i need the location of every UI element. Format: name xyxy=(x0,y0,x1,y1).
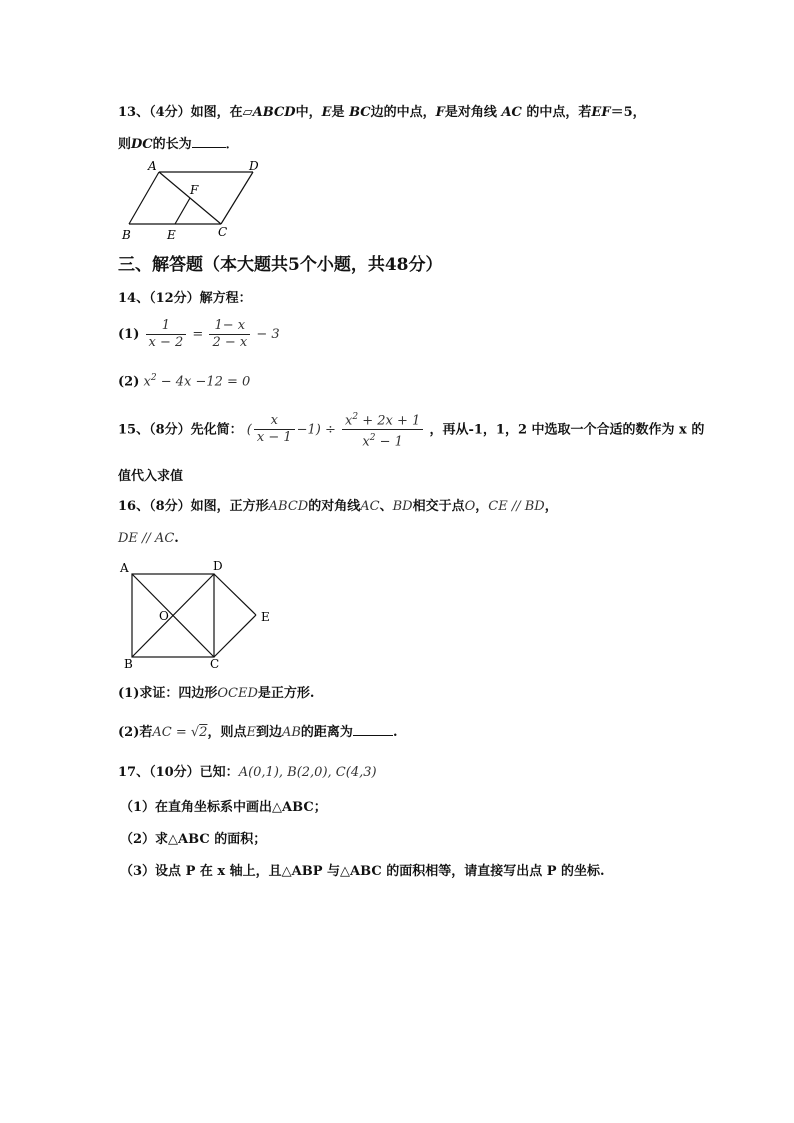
exponent: 2 xyxy=(150,373,157,383)
q16-text: 是正方形. xyxy=(257,686,315,701)
math-text: − 1 xyxy=(375,434,403,450)
square-figure xyxy=(115,558,285,676)
q13-text: 中， xyxy=(295,105,322,120)
q15-line1 xyxy=(118,409,704,451)
q13-text: ＝5， xyxy=(610,105,646,120)
fraction xyxy=(254,413,295,446)
q15-head: 15、（8分）先化简： xyxy=(118,422,243,438)
fraction xyxy=(342,409,423,451)
q16-text: 、 xyxy=(379,499,393,514)
math-text: x xyxy=(362,434,370,450)
q17-item1: （1）在直角坐标系中画出△ABC； xyxy=(120,800,327,815)
math-text: E xyxy=(246,725,256,740)
fraction xyxy=(209,318,250,351)
edge-cd xyxy=(221,172,253,224)
math-text: + 2x + 1 xyxy=(358,413,421,429)
label-C: C xyxy=(210,657,220,671)
q16-text: 相交于点 xyxy=(412,499,465,514)
sqrt-symbol: √2 xyxy=(190,725,208,740)
math-text: x xyxy=(345,413,353,429)
q17-head xyxy=(118,763,377,783)
q13-text: 的中点，若 xyxy=(526,105,592,120)
q16-line1 xyxy=(118,497,558,517)
q14-head: 14、（12分）解方程： xyxy=(118,291,252,306)
q16-part1 xyxy=(118,684,314,704)
label-B: B xyxy=(124,657,133,671)
label-E: E xyxy=(261,610,270,624)
math-text: O xyxy=(464,499,476,514)
exponent: 2 xyxy=(369,433,376,444)
q16-text: 到边 xyxy=(255,725,282,740)
math-text: OCED xyxy=(217,686,258,701)
equals-sign: = xyxy=(192,327,204,342)
parallelogram-figure xyxy=(115,157,275,245)
q16-text: . xyxy=(392,725,398,740)
math-text: CE // BD xyxy=(488,499,545,514)
math-text: − 4x −12 = 0 xyxy=(156,374,251,390)
q13-dc: DC xyxy=(131,137,153,152)
math-text: ( xyxy=(246,422,252,438)
q14-p1-label: (1) xyxy=(118,327,140,342)
label-A: A xyxy=(120,561,129,575)
q13-abcd: ABCD xyxy=(252,105,296,120)
math-text: AC = xyxy=(152,725,191,740)
q13-text: 13、（4分）如图，在 xyxy=(118,105,243,120)
math-text: DE // AC xyxy=(118,531,175,546)
q13-text: 则 xyxy=(118,137,132,152)
q16-text: ，则点 xyxy=(207,725,247,740)
section-title: 三、解答题（本大题共5个小题，共48分） xyxy=(118,255,443,275)
fraction-num xyxy=(342,409,423,430)
label-D: D xyxy=(213,559,223,573)
math-text: A(0,1), B(2,0), C(4,3) xyxy=(238,765,377,780)
q17-item3: （3）设点 P 在 x 轴上，且△ABP 与△ABC 的面积相等，请直接写出点 P 的坐标. xyxy=(120,864,605,879)
q13-line1 xyxy=(118,103,646,123)
label-O: O xyxy=(159,609,169,623)
q16-text: 的距离为 xyxy=(300,725,353,740)
q16-text: 的对角线 xyxy=(308,499,361,514)
q16-line2 xyxy=(118,529,179,549)
q13-bc: BC xyxy=(349,105,371,120)
q17-text: 17、（10分）已知： xyxy=(118,765,239,780)
q14-p2-label: (2) xyxy=(118,374,140,390)
q16-text: . xyxy=(174,531,179,546)
q16-text: ， xyxy=(475,499,489,514)
q13-text: 边的中点， xyxy=(370,105,436,120)
math-text: ABCD xyxy=(268,499,309,514)
math-text: AC xyxy=(360,499,380,514)
edge-ab xyxy=(129,172,159,224)
q15-text: ，再从-1，1，2 中选取一个合适的数作为 x 的 xyxy=(429,422,705,438)
q16-text: (2)若 xyxy=(118,725,153,740)
q16-text: (1)求证：四边形 xyxy=(118,686,218,701)
label-F: F xyxy=(190,183,199,197)
segment-ce xyxy=(214,615,256,657)
math-text: −1) ÷ xyxy=(296,422,336,438)
q13-text: 的长为 xyxy=(152,137,192,152)
parallelogram-symbol: ▱ xyxy=(242,105,253,120)
q16-text: ， xyxy=(544,499,558,514)
q13-f: F xyxy=(435,105,445,120)
answer-blank[interactable] xyxy=(192,133,226,148)
q16-text: 16、（8分）如图，正方形 xyxy=(118,499,269,514)
label-C: C xyxy=(218,225,228,239)
q13-text: ． xyxy=(225,137,239,152)
fraction xyxy=(146,318,187,351)
segment-ef xyxy=(175,198,190,224)
fraction-den: x − 2 xyxy=(148,335,184,350)
exponent: 2 xyxy=(352,412,359,422)
q13-line2 xyxy=(118,133,239,155)
q17-item2: （2）求△ABC 的面积； xyxy=(120,832,267,847)
q16-part2 xyxy=(118,721,397,743)
q14-part2 xyxy=(118,368,250,392)
math-text: x xyxy=(143,374,151,390)
label-E: E xyxy=(167,228,176,242)
fraction-num: x xyxy=(254,413,295,430)
label-A: A xyxy=(148,159,157,173)
fraction-den xyxy=(342,430,423,450)
q15-line2: 值代入求值 xyxy=(118,469,184,484)
q13-ac: AC xyxy=(501,105,522,120)
q14-part1 xyxy=(118,316,280,354)
math-text: − 3 xyxy=(256,327,280,342)
q13-ef: EF xyxy=(591,105,611,120)
fraction-den: 2 − x xyxy=(212,335,248,350)
segment-de xyxy=(214,574,256,615)
math-text: AB xyxy=(281,725,301,740)
sqrt-radicand: 2 xyxy=(199,725,208,740)
fraction-num: 1− x xyxy=(209,318,250,335)
q13-e: E xyxy=(321,105,332,120)
fraction-den: x − 1 xyxy=(256,430,292,446)
math-text: BD xyxy=(392,499,413,514)
label-B: B xyxy=(122,228,131,242)
label-D: D xyxy=(249,159,259,173)
q13-text: 是 xyxy=(331,105,345,120)
q13-text: 是对角线 xyxy=(444,105,497,120)
answer-blank[interactable] xyxy=(353,721,393,736)
fraction-num: 1 xyxy=(146,318,187,335)
